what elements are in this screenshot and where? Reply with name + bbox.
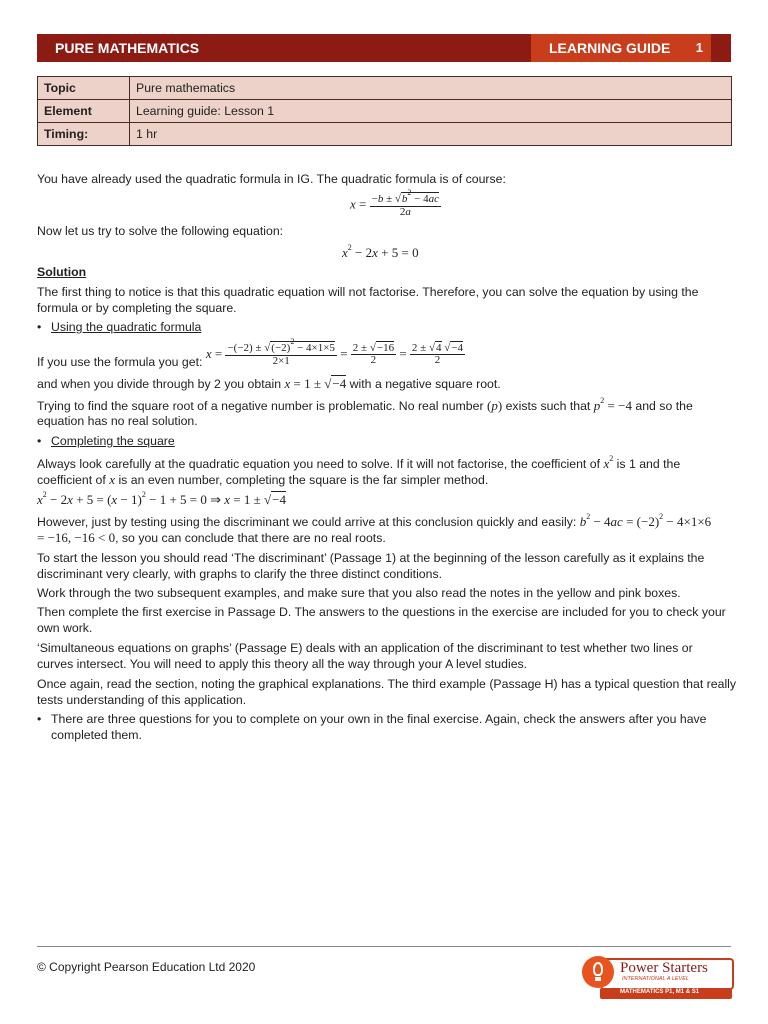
paragraph-discriminant: However, just by testing using the discriminant we could arrive at this conclusion quickly and easily: $b^2 - 4ac = (-2)^2 - 4\times 1\times 6$ — [37, 512, 712, 529]
paragraph-no-real: equation has no real solution. — [37, 414, 198, 428]
logo-bar — [600, 988, 732, 999]
bullet-dot: • — [37, 320, 42, 334]
bullet-final-1: There are three questions for you to complete on your own in the final exercise. Again, check the answers after you have — [51, 712, 707, 726]
paragraph-simultaneous-1: ‘Simultaneous equations on graphs’ (Passage E) deals with an application of the discriminant to test whether two lines or — [37, 641, 693, 655]
logo-subtitle: INTERNATIONAL A LEVEL — [622, 976, 689, 982]
quadratic-formula: x = $\frac{-b \pm √b^2 - 4ac}{2a}$ — [350, 188, 440, 218]
solution-heading: Solution — [37, 265, 87, 279]
info-key: Topic — [38, 77, 130, 100]
paragraph-coefficient: coefficient of x is an even number, completing the square is the far simpler method. — [37, 472, 489, 487]
paragraph-notice-2: formula or by completing the square. — [37, 301, 237, 315]
logo-title: Power Starters — [620, 960, 708, 976]
bullet-dot: • — [37, 712, 42, 726]
info-key: Timing: — [38, 123, 130, 146]
paragraph-try: Now let us try to solve the following equation: — [37, 224, 284, 238]
paragraph-again-2: tests understanding of this application. — [37, 693, 247, 707]
logo-bar-label: MATHEMATICS P1, M1 & S1 — [620, 989, 700, 995]
paragraph-negative-root: Trying to find the square root of a negative number is problematic. No real number (p) exists such that $p^2 = -4$ and so the — [37, 396, 693, 413]
paragraph-exercise-1: Then complete the first exercise in Passage D. The answers to the questions in the exercise are included for you to check your — [37, 605, 726, 619]
paragraph-divide: and when you divide through by 2 you obtain x = 1 ± √−4 with a negative square root. — [37, 376, 501, 391]
completing-square-working: $x^2 - 2x + 5 = (x - 1)^2 - 1 + 5 = 0$ ⇒ x = 1 ± √−4 — [37, 490, 286, 507]
copyright: © Copyright Pearson Education Ltd 2020 — [37, 960, 256, 974]
paragraph-notice-1: The first thing to notice is that this quadratic equation will not factorise. Therefore, you can solve the equation by using the — [37, 285, 699, 299]
lightbulb-icon — [582, 956, 614, 988]
paragraph-again-1: Once again, read the section, noting the graphical explanations. The third example (Passage H) has a typical question that really — [37, 677, 737, 691]
info-value: Learning guide: Lesson 1 — [130, 100, 732, 123]
paragraph-start-2: discriminant very clearly, with graphs to clarify the three distinct conditions. — [37, 567, 443, 581]
power-starters-logo — [582, 956, 732, 1000]
footer-divider — [37, 946, 731, 947]
paragraph-start-1: To start the lesson you should read ‘The discriminant’ (Passage 1) at the beginning of the lesson carefully as it explains the — [37, 551, 705, 565]
header-title: PURE MATHEMATICS — [55, 40, 200, 56]
table-row — [38, 100, 732, 123]
formula-working: If you use the formula you get: x = $\frac{-(-2) \pm √(-2)^2 - 4\times 1\times 5}{2\times 1}$ = $\frac{2 \pm √-16}{2}$ = $\frac{2 \pm √4 √-4}{2}$ — [37, 337, 464, 369]
bullet-dot: • — [37, 434, 42, 448]
paragraph-always: Always look carefully at the quadratic equation you need to solve. If it will not factorise, the coefficient of $x^2$ is 1 and the — [37, 454, 681, 471]
header-guide-label: LEARNING GUIDE — [549, 40, 671, 56]
info-value: Pure mathematics — [130, 77, 732, 100]
paragraph-intro: You have already used the quadratic formula in IG. The quadratic formula is of course: — [37, 172, 506, 186]
equation: $x^2 - 2x + 5 = 0$ — [342, 243, 419, 260]
info-table — [37, 76, 732, 146]
table-row — [38, 77, 732, 100]
info-key: Element — [38, 100, 130, 123]
bullet-completing: Completing the square — [51, 434, 175, 448]
info-value: 1 hr — [130, 123, 732, 146]
table-row — [38, 123, 732, 146]
header-guide-block — [531, 34, 711, 62]
paragraph-exercise-2: own work. — [37, 621, 93, 635]
paragraph-simultaneous-2: curves intersect. You will need to apply this theory all the way through your A level studies. — [37, 657, 528, 671]
bullet-formula: Using the quadratic formula — [51, 320, 202, 334]
paragraph-work-through: Work through the two subsequent examples, and make sure that you also read the notes in the yellow and pink boxes. — [37, 586, 681, 600]
formula-working-label: If you use the formula you get: — [37, 354, 203, 369]
header-bar — [37, 34, 731, 62]
paragraph-no-roots: = −16, −16 < 0, so you can conclude that there are no real roots. — [37, 530, 386, 545]
bullet-final-2: completed them. — [51, 728, 142, 742]
page-number: 1 — [695, 40, 703, 55]
